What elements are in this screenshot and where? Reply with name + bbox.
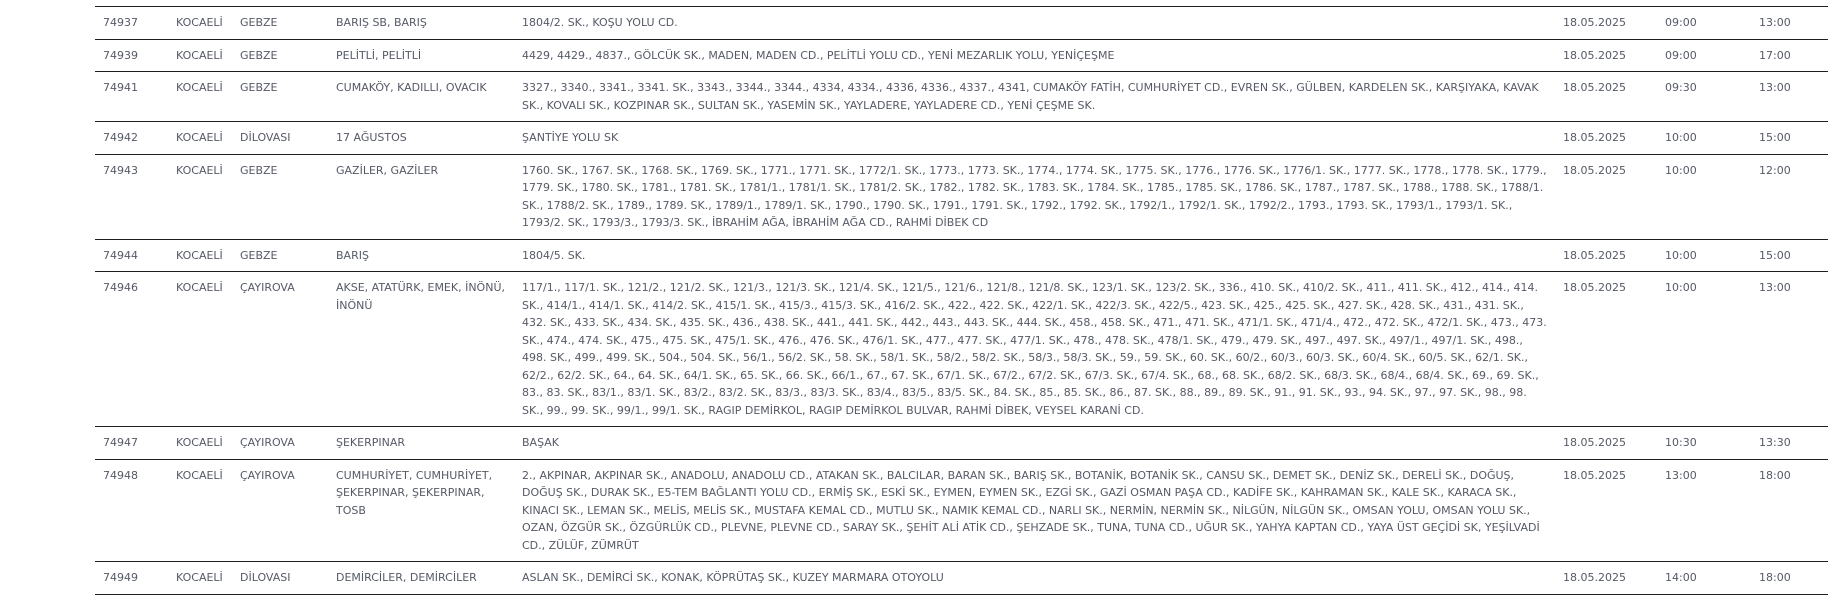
cell-province (168, 427, 232, 460)
province: KOCAELİ (176, 131, 223, 144)
cell-streets (514, 72, 1555, 122)
cell-end-time (1751, 122, 1828, 155)
cell-district (232, 39, 328, 72)
cell-neighborhood (328, 7, 514, 40)
province: KOCAELİ (176, 16, 223, 29)
cell-end-time (1751, 272, 1828, 427)
cell-id (95, 7, 168, 40)
cell-streets (514, 239, 1555, 272)
cell-start-time (1657, 122, 1751, 155)
cell-id (95, 239, 168, 272)
start-time: 10:00 (1665, 248, 1697, 262)
outage-date: 18.05.2025 (1563, 48, 1626, 62)
cell-neighborhood (328, 122, 514, 155)
cell-start-time (1657, 562, 1751, 595)
cell-end-time (1751, 459, 1828, 562)
cell-id (95, 122, 168, 155)
end-time: 15:00 (1759, 248, 1791, 262)
cell-streets (514, 427, 1555, 460)
cell-streets (514, 459, 1555, 562)
cell-id (95, 154, 168, 239)
district: DİLOVASI (240, 571, 291, 584)
province: KOCAELİ (176, 436, 223, 449)
cell-start-time (1657, 39, 1751, 72)
start-time: 10:00 (1665, 281, 1697, 294)
streets: 2., AKPINAR, AKPINAR SK., ANADOLU, ANADOLU CD., ATAKAN SK., BALCILAR, BARAN SK., BARIŞ SK., BOTANİK, BOTANİK SK., CANSU SK., DEMET SK., DENİZ SK., DERELİ SK., DOĞUŞ, DOĞUŞ SK., DURAK SK., E5-TEM BAĞLANTI YOLU CD., ERMİŞ SK., ESKİ SK., EYMEN, EYMEN SK., EZGİ SK., GAZİ OSMAN PAŞA CD., KADİFE SK., KAHRAMAN SK., KALE SK., KARACA SK., KINACI SK., LEMAN SK., MELİS, MELİS SK., MUSTAFA KEMAL CD., MUTLU SK., NAMIK KEMAL CD., NARLI SK., NERMİN, NERMİN SK., NİLGÜN, NİLGÜN SK., OMSAN YOLU, OMSAN YOLU SK., OZAN, ÖZGÜR SK., ÖZGÜRLÜK CD., PLEVNE, PLEVNE CD., SARAY SK., ŞEHİT ALİ ATİK CD., ŞEHZADE SK., TUNA, TUNA CD., UĞUR SK., YAHYA KAPTAN CD., YAYA ÜST GEÇİDİ SK, YEŞİLVADİ CD., ZÜLÜF, ZÜMRÜT (522, 468, 1540, 552)
start-time: 10:00 (1665, 131, 1697, 144)
neighborhood: CUMAKÖY, KADILLI, OVACIK (336, 81, 487, 94)
cell-id (95, 427, 168, 460)
outage-date: 18.05.2025 (1563, 248, 1626, 262)
table-row (95, 239, 1828, 272)
streets: ASLAN SK., DEMİRCİ SK., KONAK, KÖPRÜTAŞ SK., KUZEY MARMARA OTOYOLU (522, 571, 944, 584)
cell-neighborhood (328, 272, 514, 427)
cell-end-time (1751, 562, 1828, 595)
cell-district (232, 562, 328, 595)
cell-end-time (1751, 39, 1828, 72)
cell-neighborhood (328, 239, 514, 272)
cell-province (168, 272, 232, 427)
streets: 3327., 3340., 3341., 3341. SK., 3343., 3344., 3344., 4334, 4334., 4336, 4336., 4337., 4341, CUMAKÖY FATİH, CUMHURİYET CD., EVREN SK., GÜLBEN, KARDELEN SK., KARŞIYAKA, KAVAK SK., KOVALI SK., KOZPINAR SK., SULTAN SK., YASEMİN SK., YAYLADERE, YAYLADERE CD., YENİ ÇEŞME SK. (522, 81, 1539, 112)
outage-id: 74937 (103, 16, 138, 29)
cell-end-time (1751, 427, 1828, 460)
streets: 117/1., 117/1. SK., 121/2., 121/2. SK., 121/3., 121/3. SK., 121/4. SK., 121/5., 121/6., 121/8., 121/8. SK., 123/1. SK., 123/2. SK., 336., 410. SK., 410/2. SK., 411., 411. SK., 412., 414., 414. SK., 414/1., 414/1. SK., 414/2. SK., 415/1. SK., 415/3., 415/3. SK., 416/2. SK., 422., 422. SK., 422/1. SK., 422/3. SK., 422/5., 423. SK., 425., 425. SK., 427. SK., 428. SK., 431., 431. SK., 432. SK., 433. SK., 434. SK., 435. SK., 436., 438. SK., 441., 441. SK., 442., 443., 443. SK., 444. SK., 458., 458. SK., 471., 471. SK., 471/1. SK., 471/4., 472., 472. SK., 472/1. SK., 473., 473. SK., 474., 474. SK., 475., 475. SK., 475/1. SK., 476., 476. SK., 476/1. SK., 477., 477. SK., 477/1. SK., 478., 478. SK., 478/1. SK., 479., 479. SK., 497., 497. SK., 497/1., 497/1. SK., 498., 498. SK., 499., 499. SK., 504., 504. SK., 56/1., 56/2. SK., 58. SK., 58/1. SK., 58/2., 58/2. SK., 58/3., 58/3. SK., 59., 59. SK., 60. SK., 60/2., 60/3., 60/3. SK., 60/4. SK., 60/5. SK., 62/1. SK., 62/2., 62/2. SK., 64., 64. SK., 64/1. SK., 65. SK., 66. SK., 66/1., 67., 67. SK., 67/1. SK., 67/2., 67/2. SK., 67/3. SK., 67/4. SK., 68., 68. SK., 68/2. SK., 68/3. SK., 68/4., 68/4. SK., 69., 69. SK., 83., 83. SK., 83/1., 83/1. SK., 83/2., 83/2. SK., 83/3., 83/3. SK., 83/4., 83/5., 83/5. SK., 84. SK., 85., 85. SK., 86., 87. SK., 88., 89., 89. SK., 91., 91. SK., 93., 94. SK., 97., 97. SK., 98., 98. SK., 99., 99. SK., 99/1., 99/1. SK., RAGIP DEMİRKOL, RAGIP DEMİRKOL BULVAR, RAHMİ DİBEK, VEYSEL KARANİ CD. (522, 281, 1547, 417)
cell-date (1555, 122, 1657, 155)
end-time: 18:00 (1759, 468, 1791, 482)
cell-date (1555, 427, 1657, 460)
end-time: 12:00 (1759, 163, 1791, 177)
table-row (95, 562, 1828, 595)
cell-streets (514, 122, 1555, 155)
cell-neighborhood (328, 39, 514, 72)
cell-province (168, 239, 232, 272)
district: GEBZE (240, 16, 278, 29)
neighborhood: BARIŞ (336, 248, 369, 262)
neighborhood: GAZİLER, GAZİLER (336, 163, 439, 177)
cell-streets (514, 39, 1555, 72)
table-row (95, 39, 1828, 72)
streets: BAŞAK (522, 436, 559, 449)
province: KOCAELİ (176, 281, 223, 294)
outage-table-body (95, 7, 1828, 595)
cell-province (168, 459, 232, 562)
start-time: 09:00 (1665, 48, 1697, 62)
cell-start-time (1657, 239, 1751, 272)
district: ÇAYIROVA (240, 436, 295, 449)
province: KOCAELİ (176, 163, 223, 177)
cell-date (1555, 39, 1657, 72)
cell-streets (514, 272, 1555, 427)
cell-province (168, 7, 232, 40)
start-time: 10:00 (1665, 163, 1697, 177)
cell-province (168, 154, 232, 239)
table-row (95, 154, 1828, 239)
outage-id: 74948 (103, 468, 138, 482)
end-time: 18:00 (1759, 571, 1791, 584)
district: GEBZE (240, 81, 278, 94)
cell-streets (514, 562, 1555, 595)
cell-start-time (1657, 7, 1751, 40)
province: KOCAELİ (176, 468, 223, 482)
streets: 1760. SK., 1767. SK., 1768. SK., 1769. SK., 1771., 1771. SK., 1772/1. SK., 1773., 1773. SK., 1774., 1774. SK., 1775. SK., 1776., 1776. SK., 1776/1. SK., 1777. SK., 1778., 1778. SK., 1779., 1779. SK., 1780. SK., 1781., 1781. SK., 1781/1., 1781/1. SK., 1781/2. SK., 1782., 1782. SK., 1783. SK., 1784. SK., 1785., 1785. SK., 1786. SK., 1787., 1787. SK., 1788., 1788. SK., 1788/1. SK., 1788/2. SK., 1789., 1789. SK., 1789/1., 1789/1. SK., 1790., 1790. SK., 1791., 1791. SK., 1792., 1792. SK., 1792/1., 1792/1. SK., 1792/2., 1793., 1793. SK., 1793/1., 1793/1. SK., 1793/2. SK., 1793/3., 1793/3. SK., İBRAHİM AĞA, İBRAHİM AĞA CD., RAHMİ DİBEK CD (522, 163, 1547, 229)
neighborhood: CUMHURİYET, CUMHURİYET, ŞEKERPINAR, ŞEKERPINAR, TOSB (336, 468, 493, 517)
end-time: 17:00 (1759, 48, 1791, 62)
streets: 1804/2. SK., KOŞU YOLU CD. (522, 16, 678, 29)
cell-id (95, 459, 168, 562)
province: KOCAELİ (176, 571, 223, 584)
outage-table (95, 6, 1828, 595)
cell-start-time (1657, 72, 1751, 122)
district: GEBZE (240, 248, 278, 262)
start-time: 14:00 (1665, 571, 1697, 584)
outage-id: 74947 (103, 436, 138, 449)
cell-province (168, 122, 232, 155)
outage-id: 74943 (103, 163, 138, 177)
cell-streets (514, 7, 1555, 40)
outage-id: 74944 (103, 248, 138, 262)
start-time: 09:30 (1665, 81, 1697, 94)
table-row (95, 459, 1828, 562)
cell-end-time (1751, 154, 1828, 239)
table-row (95, 122, 1828, 155)
outage-id: 74949 (103, 571, 138, 584)
outage-table-wrapper (95, 6, 1828, 595)
outage-date: 18.05.2025 (1563, 468, 1626, 482)
cell-province (168, 72, 232, 122)
cell-province (168, 562, 232, 595)
neighborhood: DEMİRCİLER, DEMİRCİLER (336, 571, 477, 584)
start-time: 10:30 (1665, 436, 1697, 449)
cell-district (232, 459, 328, 562)
cell-district (232, 239, 328, 272)
cell-id (95, 72, 168, 122)
district: GEBZE (240, 163, 278, 177)
outage-date: 18.05.2025 (1563, 81, 1626, 94)
cell-id (95, 272, 168, 427)
cell-start-time (1657, 459, 1751, 562)
district: ÇAYIROVA (240, 281, 295, 294)
cell-district (232, 7, 328, 40)
cell-neighborhood (328, 154, 514, 239)
neighborhood: BARIŞ SB, BARIŞ (336, 16, 427, 29)
cell-neighborhood (328, 459, 514, 562)
end-time: 13:30 (1759, 436, 1791, 449)
outage-id: 74939 (103, 48, 138, 62)
cell-district (232, 272, 328, 427)
district: GEBZE (240, 48, 278, 62)
cell-date (1555, 72, 1657, 122)
neighborhood: 17 AĞUSTOS (336, 131, 407, 144)
outage-id: 74941 (103, 81, 138, 94)
cell-date (1555, 272, 1657, 427)
cell-district (232, 122, 328, 155)
outage-id: 74942 (103, 131, 138, 144)
cell-neighborhood (328, 72, 514, 122)
streets: ŞANTİYE YOLU SK (522, 131, 619, 144)
cell-streets (514, 154, 1555, 239)
cell-start-time (1657, 272, 1751, 427)
province: KOCAELİ (176, 48, 223, 62)
cell-neighborhood (328, 427, 514, 460)
cell-district (232, 427, 328, 460)
neighborhood: AKSE, ATATÜRK, EMEK, İNÖNÜ, İNÖNÜ (336, 281, 505, 312)
outage-id: 74946 (103, 281, 138, 294)
outage-date: 18.05.2025 (1563, 163, 1626, 177)
neighborhood: ŞEKERPINAR (336, 436, 406, 449)
cell-start-time (1657, 154, 1751, 239)
outage-date: 18.05.2025 (1563, 131, 1626, 144)
province: KOCAELİ (176, 81, 223, 94)
table-row (95, 72, 1828, 122)
cell-date (1555, 239, 1657, 272)
cell-province (168, 39, 232, 72)
cell-id (95, 562, 168, 595)
table-row (95, 427, 1828, 460)
province: KOCAELİ (176, 248, 223, 262)
cell-id (95, 39, 168, 72)
cell-end-time (1751, 72, 1828, 122)
neighborhood: PELİTLİ, PELİTLİ (336, 48, 422, 62)
cell-district (232, 72, 328, 122)
outage-date: 18.05.2025 (1563, 16, 1626, 29)
outage-date: 18.05.2025 (1563, 281, 1626, 294)
cell-end-time (1751, 7, 1828, 40)
cell-date (1555, 7, 1657, 40)
end-time: 15:00 (1759, 131, 1791, 144)
outage-date: 18.05.2025 (1563, 571, 1626, 584)
start-time: 13:00 (1665, 468, 1697, 482)
end-time: 13:00 (1759, 16, 1791, 29)
end-time: 13:00 (1759, 281, 1791, 294)
cell-date (1555, 562, 1657, 595)
cell-end-time (1751, 239, 1828, 272)
streets: 1804/5. SK. (522, 248, 586, 262)
table-row (95, 272, 1828, 427)
start-time: 09:00 (1665, 16, 1697, 29)
cell-date (1555, 459, 1657, 562)
cell-neighborhood (328, 562, 514, 595)
district: ÇAYIROVA (240, 468, 295, 482)
district: DİLOVASI (240, 131, 291, 144)
cell-start-time (1657, 427, 1751, 460)
cell-date (1555, 154, 1657, 239)
table-row (95, 7, 1828, 40)
cell-district (232, 154, 328, 239)
end-time: 13:00 (1759, 81, 1791, 94)
outage-date: 18.05.2025 (1563, 436, 1626, 449)
streets: 4429, 4429., 4837., GÖLCÜK SK., MADEN, MADEN CD., PELİTLİ YOLU CD., YENİ MEZARLIK YOLU, YENİÇEŞME (522, 48, 1115, 62)
